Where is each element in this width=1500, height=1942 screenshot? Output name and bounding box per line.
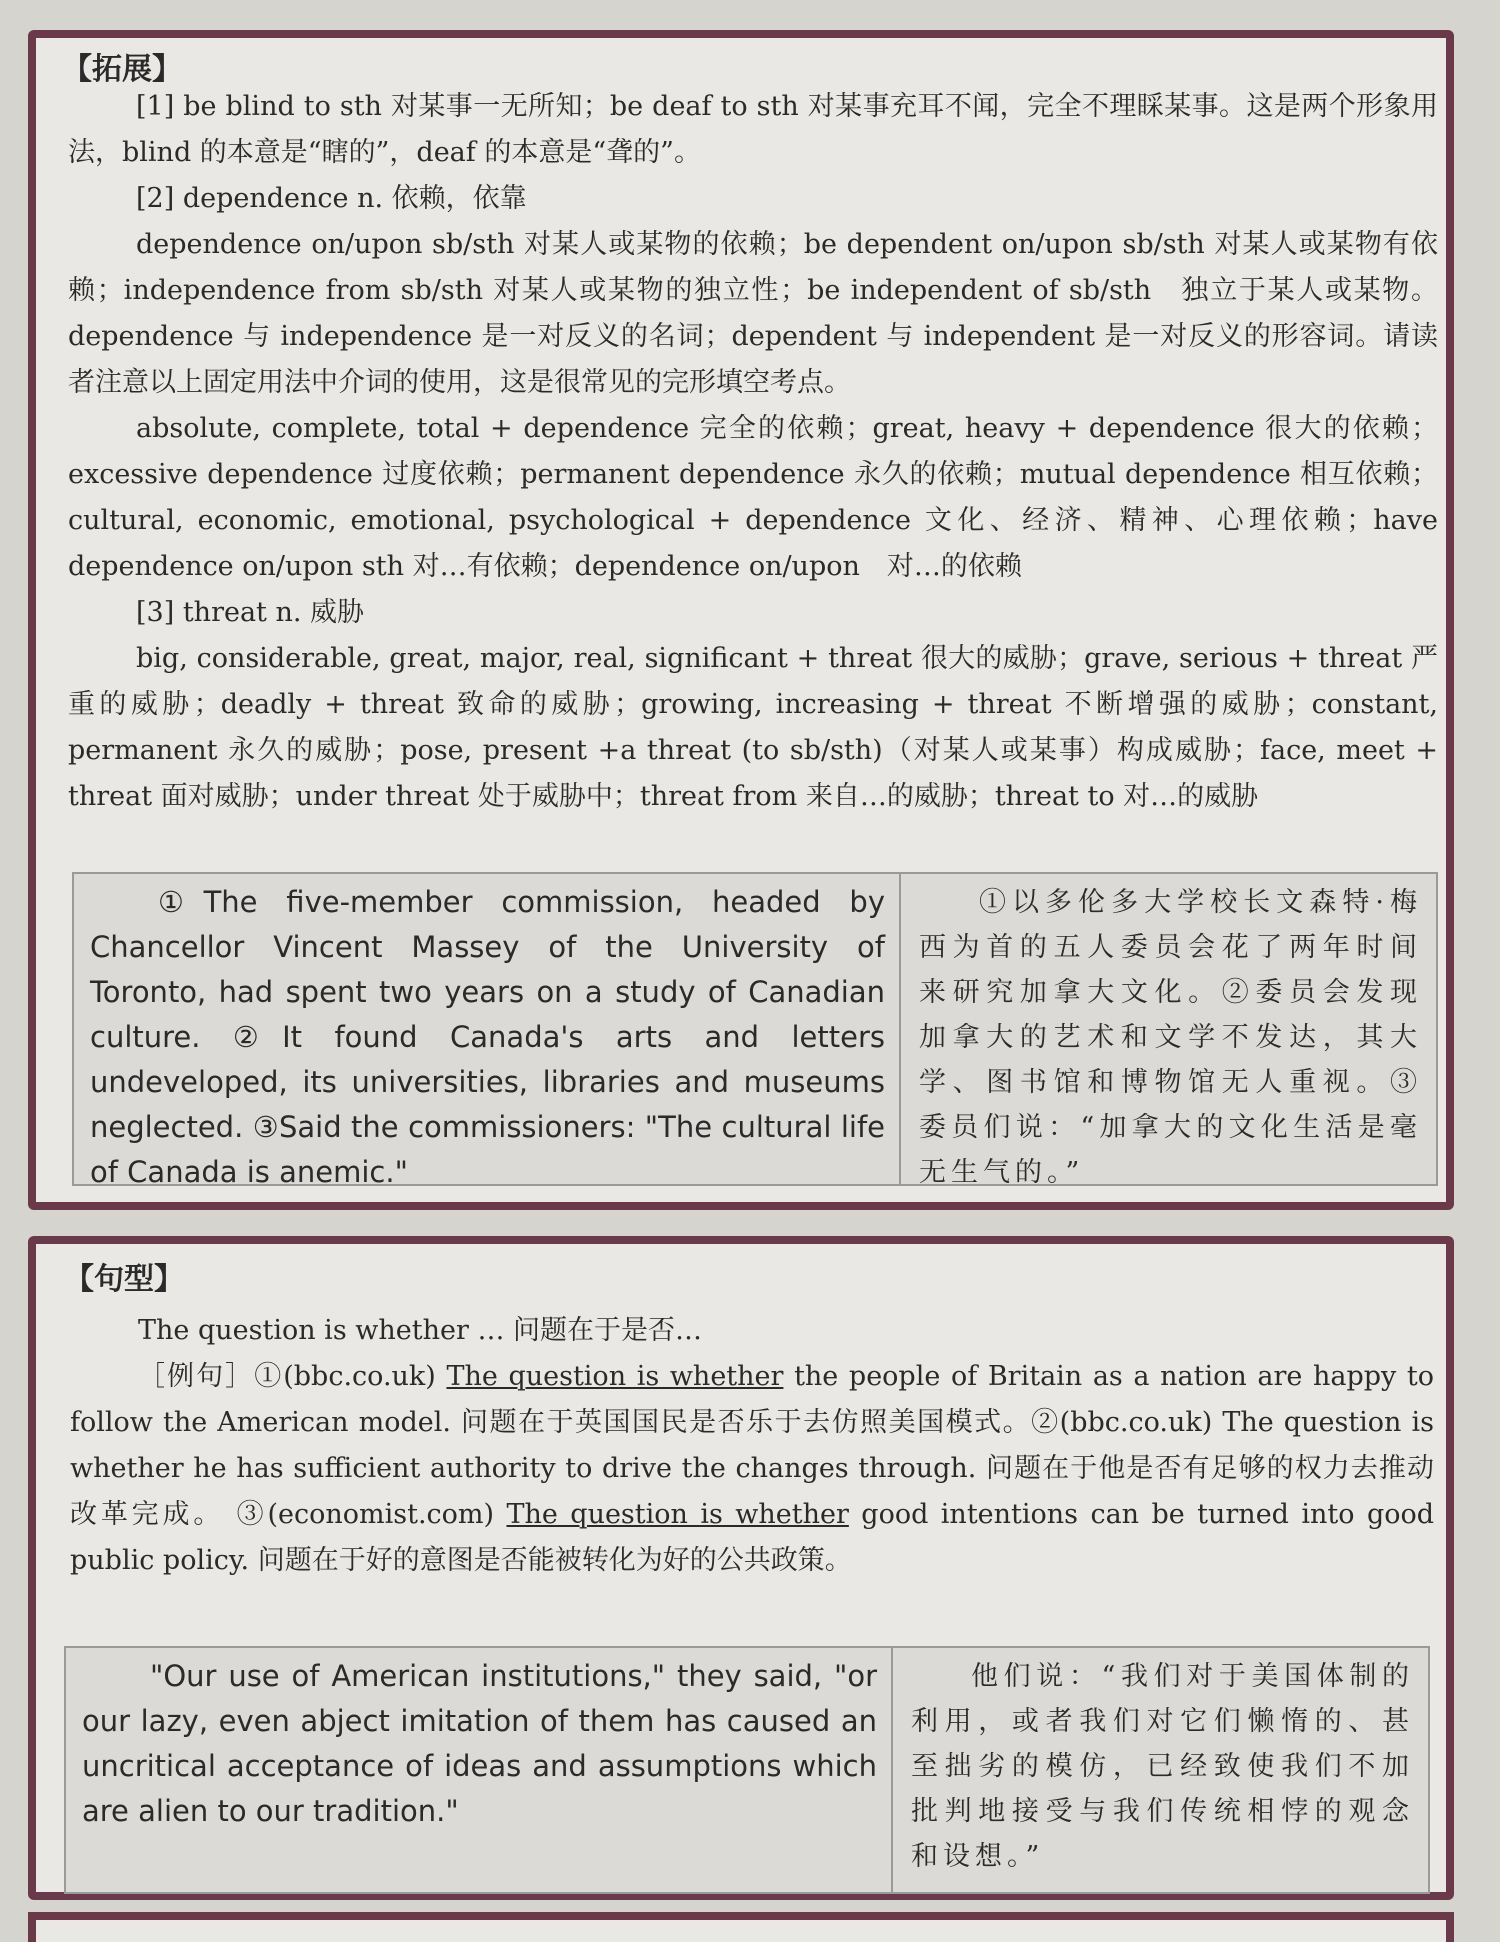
example-3: good intentions can be turned into good public policy. 问题在于好的意图是否能被转化为好的公共政策。 [70,1499,1435,1576]
note-3-collocations: big, considerable, great, major, real, significant + threat 很大的威胁；grave, serious + threat 严重的威胁；deadly + threat 致命的威胁；growing, increasing + threat 不断增强的威胁；constant, permanent 永久的威胁；pose, present +a threat (to sb/sth)（对某人或某事）构成威胁；face, meet + threat 面对威胁；under threat 处于威胁中；threat from 来自…的威胁；threat to 对…的威胁 [68,643,1438,812]
note-2-collocations: absolute, complete, total + dependence 完全的依赖；great, heavy + dependence 很大的依赖；excessive dependence 过度依赖；permanent dependence 永久的依赖；mutual dependence 相互依赖；cultural, economic, emotional, psychological + dependence 文化、经济、精神、心理依赖；have dependence on/upon sth 对…有依赖；dependence on/upon 对…的依赖 [68,413,1438,582]
pattern-line: The question is whether … 问题在于是否… [138,1315,703,1346]
note-2-usage: dependence on/upon sb/sth 对某人或某物的依赖；be dependent on/upon sb/sth 对某人或某物有依赖；independence from sb/sth 对某人或某物的独立性；be independent of sb/sth 独立于某人或某物。dependence 与 independence 是一对反义的名词；dependent 与 independent 是一对反义的形容词。请读者注意以上固定用法中介词的使用，这是很常见的完形填空考点。 [68,229,1438,398]
expansion-panel [28,30,1454,1210]
sentence-pattern-panel [28,1236,1454,1900]
pattern-highlight: The question is whether [446,1361,784,1392]
example-2: ②(bbc.co.uk) The question is whether he has sufficient authority to drive the changes through. 问题在于他是否有足够的权力去推动改革完成。 [70,1407,1435,1530]
example-label: ［例句］ [138,1361,255,1392]
passage-1-english: ①The five-member commission, headed by Chancellor Vincent Massey of the University of Toronto, had spent two years on a study of Canadian culture. ②It found Canada's arts and letters undeveloped, its universities, libraries and museums neglected. ③Said the commissioners: "The cultural life of Canada is anemic." [74,874,901,1184]
passage-2-english: "Our use of American institutions," they said, "or our lazy, even abject imitation of them has caused an uncritical acceptance of ideas and assumptions which are alien to our tradition." [66,1648,893,1892]
sentence-pattern-heading: 【句型】 [64,1262,184,1297]
note-3-title: [3] threat n. 威胁 [136,597,365,628]
pattern-highlight: The question is whether [506,1499,849,1530]
passage-2-chinese: 他们说：“我们对于美国体制的利用，或者我们对它们懒惰的、甚至拙劣的模仿，已经致使我们不加批判地接受与我们传统相悖的观念和设想。” [911,1661,1414,1872]
next-panel-edge [28,1912,1454,1942]
expansion-notes [68,84,1438,820]
example-1: ［例句］①(bbc.co.uk) The question is whether the people of Britain as a nation are happy to follow the American model. 问题在于英国国民是否乐于去仿照美国模式。②(bbc.co.uk) The question is whether he has sufficient authority to drive the changes through. 问题在于他是否有足够的权力去推动改革完成。 ③(economist.com) The question is whether good intentions can be turned into good public policy. 问题在于好的意图是否能被转化为好的公共政策。 [70,1361,1435,1576]
note-2-title: [2] dependence n. 依赖，依靠 [136,183,527,214]
passage-box-2 [64,1646,1430,1894]
sentence-pattern-body [70,1308,1434,1584]
expansion-heading: 【拓展】 [62,52,182,87]
passage-1-chinese: ①以多伦多大学校长文森特·梅西为首的五人委员会花了两年时间来研究加拿大文化。②委员会发现加拿大的艺术和文学不发达，其大学、图书馆和博物馆无人重视。③委员们说：“加拿大的文化生活是毫无生气的。” [919,887,1422,1188]
note-1: [1] be blind to sth 对某事一无所知；be deaf to sth 对某事充耳不闻，完全不理睬某事。这是两个形象用法，blind 的本意是“瞎的”，deaf 的本意是“聋的”。 [68,91,1438,168]
passage-box-1 [72,872,1438,1189]
